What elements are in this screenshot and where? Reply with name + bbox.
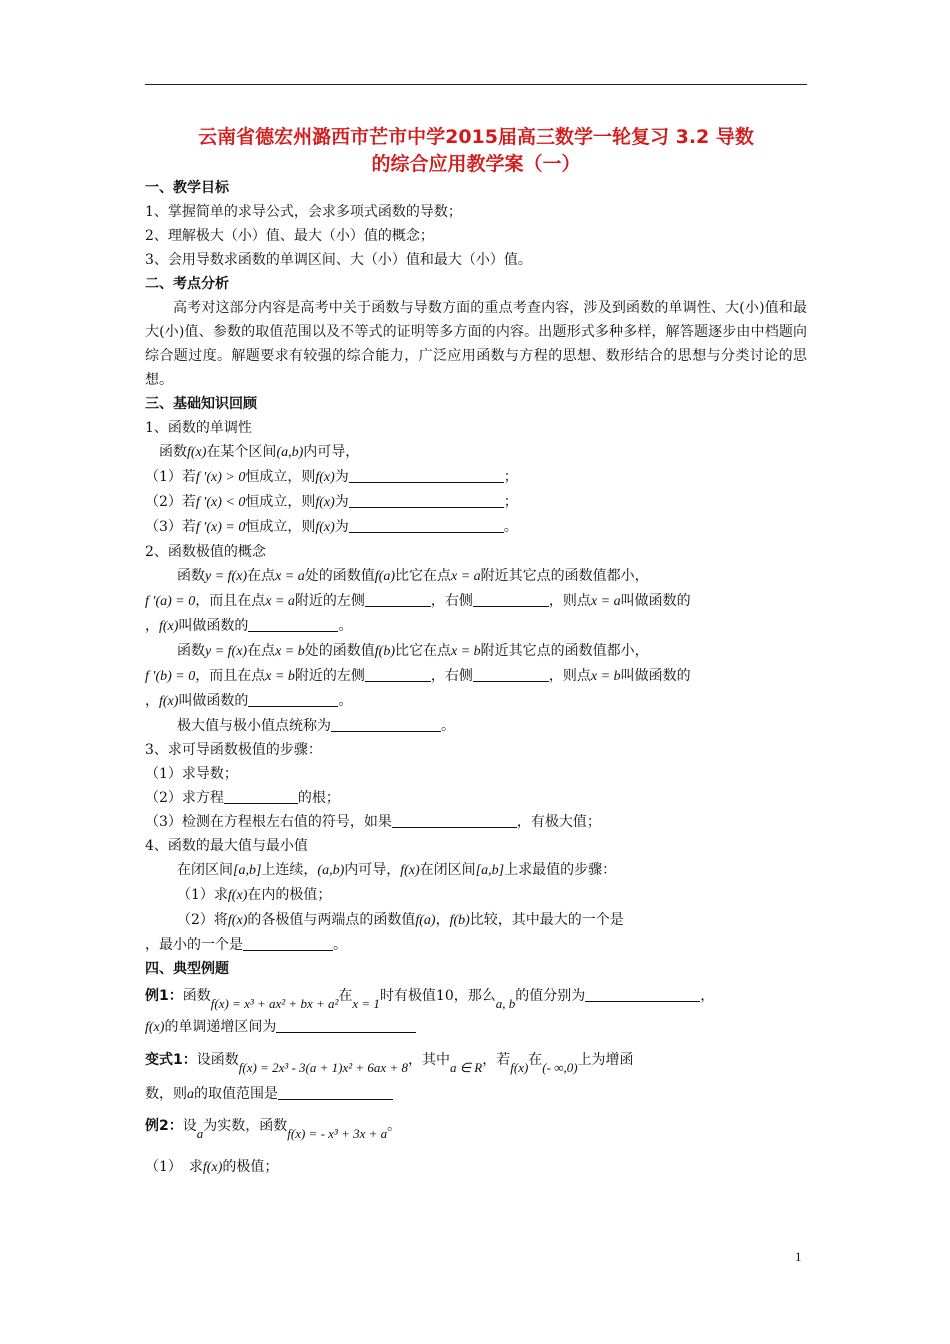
goal-item: 3、会用导数求函数的单调区间、大（小）值和最大（小）值。 [145, 252, 532, 268]
blank [349, 468, 504, 483]
title-line-2: 的综合应用教学案（一） [371, 153, 581, 175]
section-goals-heading: 一、教学目标 [145, 180, 229, 196]
review-2-title: 2、函数极值的概念 [145, 544, 266, 560]
blank [276, 1018, 416, 1033]
blank [585, 987, 700, 1002]
maxmin-step-1: （1）求f(x)在内的极值； [177, 887, 332, 903]
example-1-cont: f(x)的单调递增区间为 [145, 1015, 807, 1040]
header-rule [145, 84, 807, 85]
blank [349, 518, 504, 533]
title-line-1: 云南省德宏州潞西市芒市中学2015届高三数学一轮复习 3.2 导数 [198, 126, 754, 148]
example-1: 例1：函数f(x) = x³ + ax² + bx + a²在x = 1时有极值10，那么a, b的值分别为 ， [145, 988, 715, 1011]
variant-1-cont: 数，则a的取值范围是 [145, 1082, 807, 1107]
blank [349, 493, 504, 508]
section-review-heading: 三、基础知识回顾 [145, 396, 257, 412]
extremum-a-line-3: ，f(x)叫做函数的 。 [145, 618, 353, 634]
step-3: （3）检测在方程根左右值的符号，如果 ，有极大值； [145, 814, 601, 830]
section-analysis-heading: 二、考点分析 [145, 276, 229, 292]
blank [243, 936, 333, 951]
review-1-title: 1、函数的单调性 [145, 420, 252, 436]
review-4-title: 4、函数的最大值与最小值 [145, 838, 308, 854]
blank [248, 692, 338, 707]
extremum-b-line-2: f ′(b) = 0，而且在点x = b附近的左侧 ，右侧 ，则点x = b叫做函数的 [145, 668, 691, 684]
monotonic-case-2: （2）若f ′(x) < 0恒成立，则f(x)为 ； [145, 494, 518, 510]
blank [224, 789, 298, 804]
blank [365, 592, 431, 607]
maxmin-step-2-cont: ，最小的一个是 。 [145, 937, 347, 953]
blank [331, 717, 441, 732]
blank [473, 592, 549, 607]
extremum-b-line-1: 函数y = f(x)在点x = b处的函数值f(b)比它在点x = b附近其它点的函数值都小， [177, 643, 649, 659]
extremum-b-line-3: ，f(x)叫做函数的 。 [145, 693, 353, 709]
maxmin-intro: 在闭区间[a,b]上连续，(a,b)内可导，f(x)在闭区间[a,b]上求最值的步骤： [177, 862, 617, 878]
goal-item: 1、掌握简单的求导公式，会求多项式函数的导数； [145, 204, 462, 220]
monotonic-intro: 函数f(x)在某个区间(a,b)内可导， [159, 444, 360, 460]
monotonic-case-3: （3）若f ′(x) = 0恒成立，则f(x)为 。 [145, 519, 518, 535]
document-body [145, 176, 807, 1180]
extremum-a-line-1: 函数y = f(x)在点x = a处的函数值f(a)比它在点x = a附近其它点的函数值都小， [177, 568, 649, 584]
extremum-a-line-2: f ′(a) = 0，而且在点x = a附近的左侧 ，右侧 ，则点x = a叫做函数的 [145, 593, 691, 609]
example-2-q1: （1） 求f(x)的极值； [145, 1159, 279, 1175]
blank [248, 617, 338, 632]
step-2: （2）求方程 的根； [145, 790, 340, 806]
goal-item: 2、理解极大（小）值、最大（小）值的概念； [145, 228, 434, 244]
section-examples-heading: 四、典型例题 [145, 961, 229, 977]
step-1: （1）求导数； [145, 766, 238, 782]
blank [392, 813, 517, 828]
variant-1: 变式1：设函数f(x) = 2x³ - 3(a + 1)x² + 6ax + 8，其中a ∈ R，若f(x)在(- ∞,0)上为增函 [145, 1052, 634, 1075]
review-3-title: 3、求可导函数极值的步骤： [145, 742, 322, 758]
monotonic-case-1: （1）若f ′(x) > 0恒成立，则f(x)为 ； [145, 469, 518, 485]
blank [365, 667, 431, 682]
extremum-summary: 极大值与极小值点统称为 。 [177, 718, 455, 734]
analysis-paragraph: 高考对这部分内容是高考中关于函数与导数方面的重点考查内容，涉及到函数的单调性、大(小)值和最大(小)值、参数的取值范围以及不等式的证明等多方面的内容。出题形式多种多样，解答题逐步由中档题向综合题过度。解题要求有较强的综合能力，广泛应用函数与方程的思想、数形结合的思想与分类讨论的思想。 [145, 300, 807, 388]
blank [278, 1085, 393, 1100]
maxmin-step-2: （2）将f(x)的各极值与两端点的函数值f(a)，f(b)比较，其中最大的一个是 [177, 912, 624, 928]
document-title [145, 124, 807, 178]
blank [473, 667, 549, 682]
example-2: 例2：设a为实数，函数f(x) = - x³ + 3x + a。 [145, 1118, 402, 1141]
page-number: 1 [795, 1249, 802, 1264]
